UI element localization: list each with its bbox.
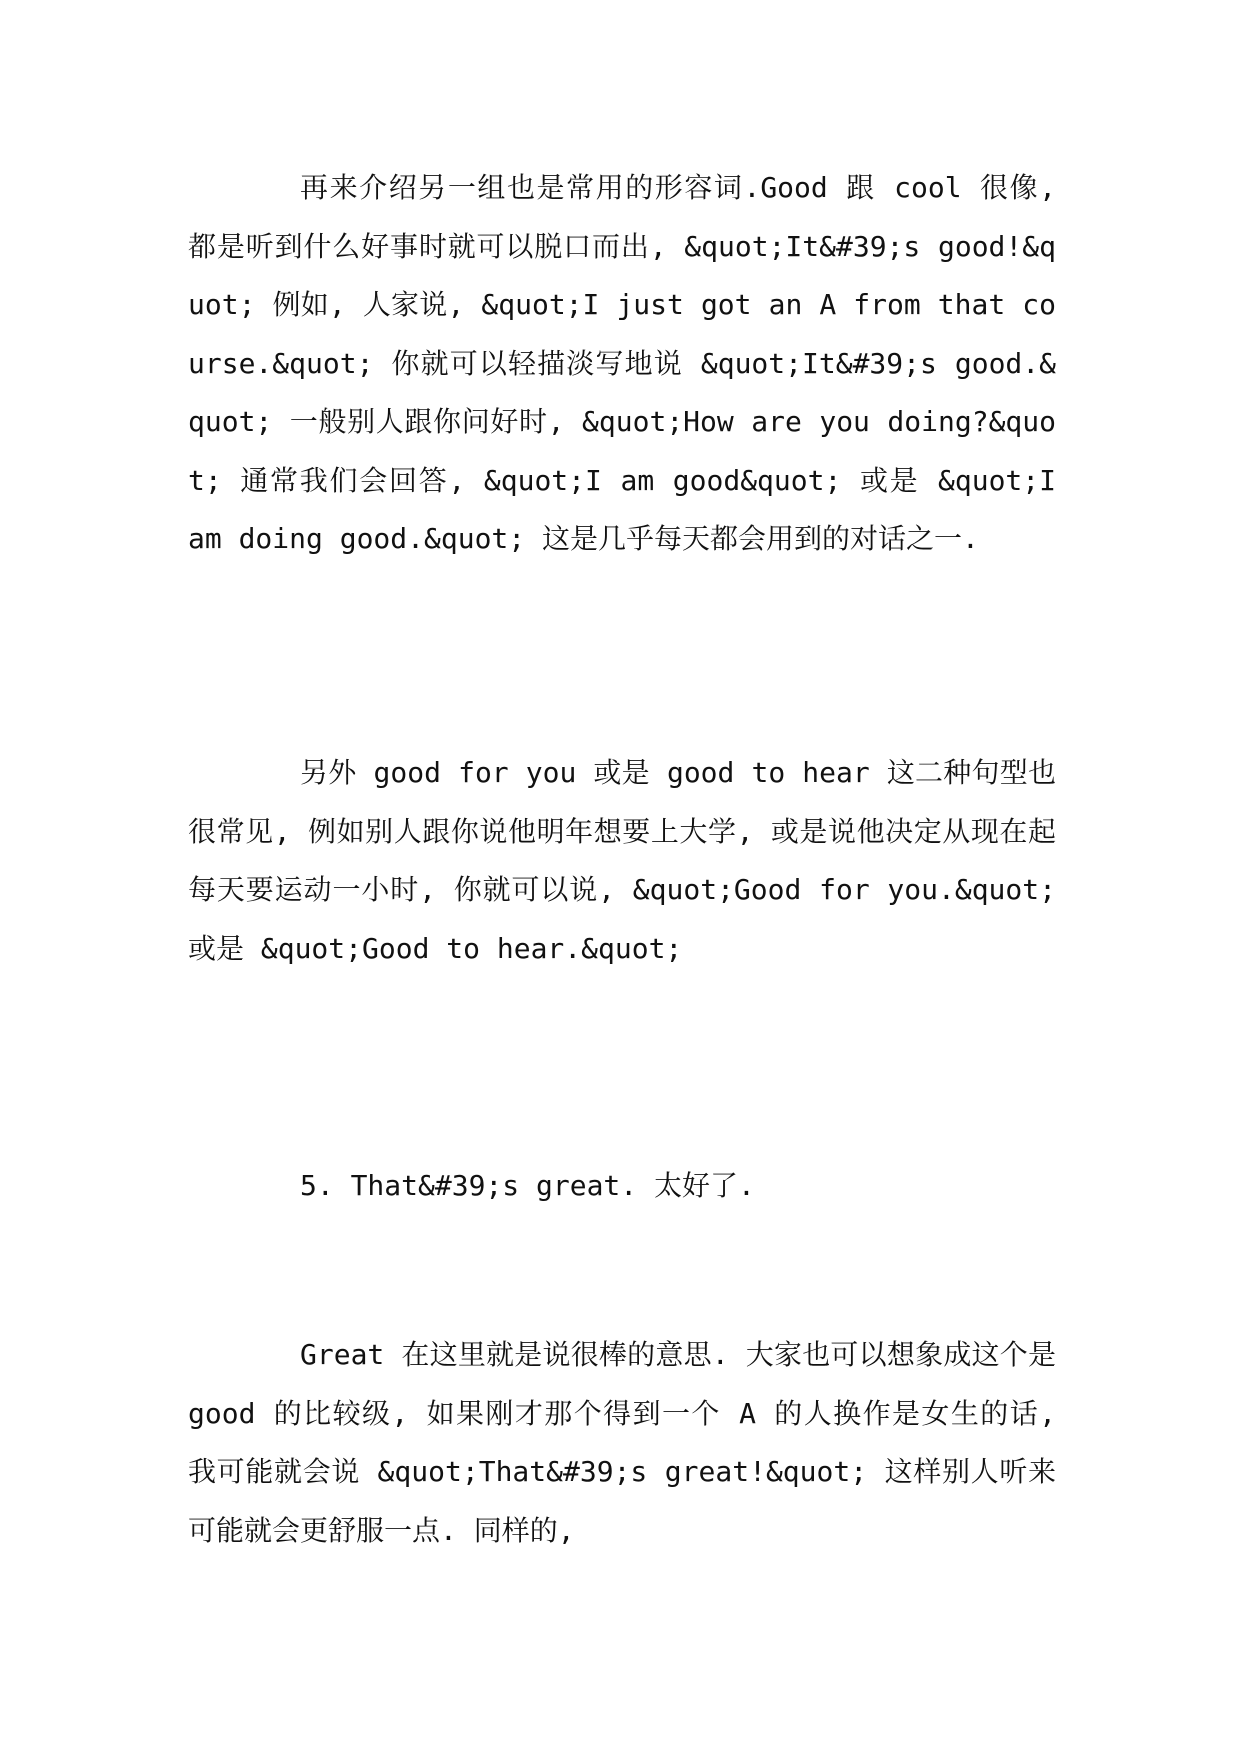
- section-heading-thats-great: 5. That&#39;s great. 太好了.: [300, 1169, 755, 1202]
- paragraph-great: Great 在这里就是说很棒的意思. 大家也可以想象成这个是 good 的比较级, 如果刚才那个得到一个 A 的人换作是女生的话, 我可能就会说 &quot;That&#39;s great!&quot; 这样别人听来可能就会更舒服一点. 同样的,: [188, 1338, 1056, 1547]
- paragraph-good-for-you: 另外 good for you 或是 good to hear 这二种句型也很常见, 例如别人跟你说他明年想要上大学, 或是说他决定从现在起每天要运动一小时, 你就可以说, &quot;Good for you.&quot; 或是 &quot;Good to hear.&quot;: [188, 756, 1056, 965]
- paragraph-good-cool: 再来介绍另一组也是常用的形容词.Good 跟 cool 很像, 都是听到什么好事时就可以脱口而出, &quot;It&#39;s good!&quot; 例如, 人家说, &quot;I just got an A from that course.&quot; 你就可以轻描淡写地说 &quot;It&#39;s good.&quot; 一般别人跟你问好时, &quot;How are you doing?&quot; 通常我们会回答, &quot;I am good&quot; 或是 &quot;I am doing good.&quot; 这是几乎每天都会用到的对话之一.: [188, 171, 1056, 555]
